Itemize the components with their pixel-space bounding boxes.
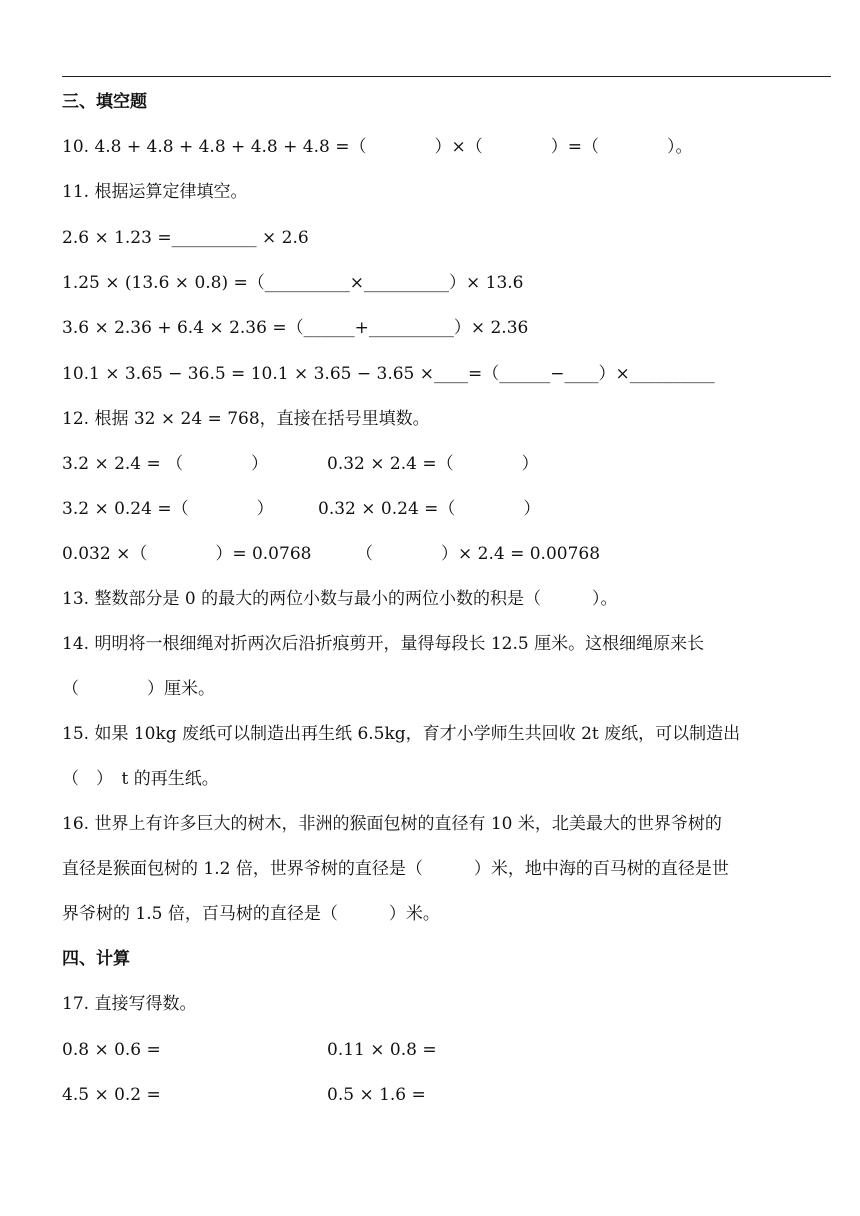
question-11-line-3: 3.6 × 2.36 + 6.4 × 2.36 =（______+__________）× 2.36 bbox=[62, 318, 529, 338]
question-13: 13. 整数部分是 0 的最大的两位小数与最小的两位小数的积是（ ）。 bbox=[62, 589, 618, 609]
question-10: 10. 4.8 + 4.8 + 4.8 + 4.8 + 4.8 =（ ）×（ ）=（ ）。 bbox=[62, 137, 693, 157]
question-15-line-2: （ ） t 的再生纸。 bbox=[62, 769, 219, 789]
question-12-item-4: 0.32 × 0.24 =（ ） bbox=[318, 499, 541, 519]
question-17-stem: 17. 直接写得数。 bbox=[62, 994, 197, 1014]
question-12-stem: 12. 根据 32 × 24 = 768，直接在括号里填数。 bbox=[62, 409, 430, 429]
question-11-stem: 11. 根据运算定律填空。 bbox=[62, 182, 248, 202]
question-12-item-1: 3.2 × 2.4 = （ ） bbox=[62, 454, 269, 474]
question-11-line-4: 10.1 × 3.65 − 36.5 = 10.1 × 3.65 − 3.65 ×____=（______−____）×__________ bbox=[62, 364, 715, 384]
question-12-item-3: 3.2 × 0.24 =（ ） bbox=[62, 499, 274, 519]
question-17-item-3: 4.5 × 0.2 = bbox=[62, 1085, 161, 1105]
question-12-item-5: 0.032 ×（ ）= 0.0768 bbox=[62, 544, 312, 564]
question-17-item-1: 0.8 × 0.6 = bbox=[62, 1040, 161, 1060]
question-12-item-2: 0.32 × 2.4 =（ ） bbox=[327, 454, 539, 474]
header-rule bbox=[62, 76, 831, 77]
question-16-line-3: 界爷树的 1.5 倍，百马树的直径是（ ）米。 bbox=[62, 904, 440, 924]
question-11-line-2: 1.25 × (13.6 × 0.8) =（__________×__________）× 13.6 bbox=[62, 273, 524, 293]
question-16-line-2: 直径是猴面包树的 1.2 倍，世界爷树的直径是（ ）米，地中海的百马树的直径是世 bbox=[62, 859, 729, 879]
question-11-line-1: 2.6 × 1.23 =__________ × 2.6 bbox=[62, 228, 309, 248]
question-17-item-2: 0.11 × 0.8 = bbox=[327, 1040, 437, 1060]
question-12-item-6: （ ）× 2.4 = 0.00768 bbox=[356, 544, 601, 564]
question-16-line-1: 16. 世界上有许多巨大的树木，非洲的猴面包树的直径有 10 米，北美最大的世界爷树的 bbox=[62, 814, 722, 834]
question-17-item-4: 0.5 × 1.6 = bbox=[327, 1085, 426, 1105]
question-15-line-1: 15. 如果 10kg 废纸可以制造出再生纸 6.5kg，育才小学师生共回收 2t 废纸，可以制造出 bbox=[62, 724, 741, 744]
section-heading-fill-blank: 三、填空题 bbox=[62, 92, 147, 112]
section-heading-calculation: 四、计算 bbox=[62, 949, 130, 969]
question-14-line-1: 14. 明明将一根细绳对折两次后沿折痕剪开，量得每段长 12.5 厘米。这根细绳原来长 bbox=[62, 634, 705, 654]
question-14-line-2: （ ）厘米。 bbox=[62, 679, 215, 699]
